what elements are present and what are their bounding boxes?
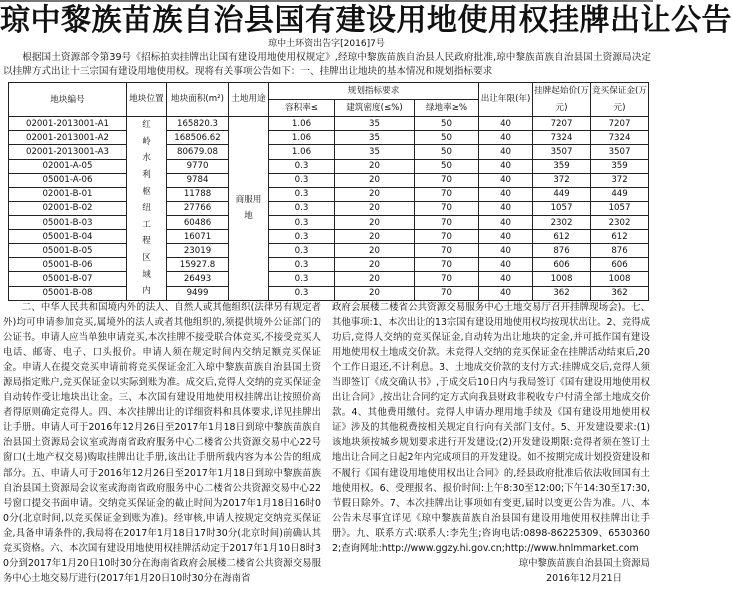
cell-start-price: 1057 xyxy=(533,201,591,215)
cell-deposit: 449 xyxy=(591,187,649,201)
table-row xyxy=(9,230,649,244)
header-density: 建筑密度(≤%) xyxy=(335,100,415,117)
cell-parcel-no: 05001-B-06 xyxy=(9,258,127,272)
header-green: 绿地率≥% xyxy=(415,100,479,117)
cell-green: 50 xyxy=(415,145,479,159)
table-row xyxy=(9,272,649,286)
cell-start-price: 606 xyxy=(533,258,591,272)
cell-term: 40 xyxy=(479,131,533,145)
cell-parcel-no: 02001-B-02 xyxy=(9,201,127,215)
cell-deposit: 372 xyxy=(591,173,649,187)
table-row xyxy=(9,145,649,159)
cell-deposit: 606 xyxy=(591,258,649,272)
signature-org: 琼中黎族苗族自治县国土资源局 xyxy=(518,557,650,569)
cell-parcel-no: 05001-B-03 xyxy=(9,215,127,229)
cell-term: 40 xyxy=(479,187,533,201)
intro-paragraph: 根据国土资源部令第39号《招标拍卖挂牌出让国有建设用地使用权规定》,经琼中黎族苗族自治县人民政府批准,琼中黎族苗族自治县国土资源局决定以挂牌方式出让十三宗国有建设用地使用权。现将有关事项公告如下：一、挂牌出让地块的基本情况和规划指标要求 xyxy=(3,52,651,77)
cell-green: 70 xyxy=(415,187,479,201)
header-use: 土地用途 xyxy=(229,83,269,117)
cell-term: 40 xyxy=(479,117,533,131)
cell-density: 20 xyxy=(335,187,415,201)
cell-deposit: 1008 xyxy=(591,272,649,286)
cell-far: 0.3 xyxy=(269,258,335,272)
cell-start-price: 449 xyxy=(533,187,591,201)
cell-deposit: 362 xyxy=(591,286,649,300)
cell-deposit: 2302 xyxy=(591,215,649,229)
table-row xyxy=(9,201,649,215)
cell-start-price: 2302 xyxy=(533,215,591,229)
cell-density: 20 xyxy=(335,230,415,244)
header-area: 地块面积(m²) xyxy=(167,83,229,117)
cell-deposit: 359 xyxy=(591,159,649,173)
cell-far: 0.3 xyxy=(269,230,335,244)
header-planning: 规划指标要求 xyxy=(269,83,479,100)
body-left-text: 二、中华人民共和国境内外的法人、自然人或其他组织(法律另有规定者外)均可申请参加竞买,属境外的法人或者其他组织的,须提供境外公证部门的公证书。申请人应当单独申请竞买,本次挂牌不接受联合体竞买,不接受竞买人电话、邮寄、电子、口头报价。申请人须在规定时间内交纳足额竞买保证金。申请人在提交竞买申请前将竞买保证金汇入琼中黎族苗族自治县国土资源局指定账户,竞买保证金以实际到账为准。成交后,竞得人交纳的竞买保证金自动转作受让地块出让金。三、本次国有建设用地使用权挂牌出让按照价高者得原则确定竞得人。四、本次挂牌出让的详细资料和具体要求,详见挂牌出让手册。申请人可于2016年12月26日至2017年1月18日到琼中黎族苗族自治县国土资源局会议室或海南省政府服务中心二楼省公共资源交易中心22号窗口(土地产权交易)购取挂牌出让手册,该出让手册所载内容为本公告的组成部分。五、申请人可于2016年12月26日至2017年1月18日到琼中黎族苗族自治县国土资源局会议室或海南省政府服务中心二楼省公共资源交易中心22号窗口提交书面申请。交纳竞买保证金的截止时间为2017年1月18日16时00分(北京时间,以竞买保证金到账为准)。经审核,申请人按规定交纳竞买保证金,具备申请条件的,我局将在2017年1月18日17时30分(北京时间)前确认其竞买资格。六、本次国有建设用地使用权挂牌活动定于2017年1月10日8时30分到2017年1月20日10时30分在海南省政府会展楼二楼省公共资源交易服务中心土地交易厅进行(2017年1月20日10时30分在海南省 xyxy=(3,302,321,584)
cell-area: 15927.8 xyxy=(167,258,229,272)
cell-parcel-no: 02001-2013001-A3 xyxy=(9,145,127,159)
table-row xyxy=(9,187,649,201)
cell-deposit: 7324 xyxy=(591,131,649,145)
cell-area: 23019 xyxy=(167,244,229,258)
cell-far: 1.06 xyxy=(269,117,335,131)
header-location: 地块位置 xyxy=(127,83,167,117)
cell-parcel-no: 05001-B-07 xyxy=(9,272,127,286)
cell-green: 70 xyxy=(415,173,479,187)
cell-term: 40 xyxy=(479,173,533,187)
cell-term: 40 xyxy=(479,145,533,159)
cell-start-price: 876 xyxy=(533,244,591,258)
cell-green: 50 xyxy=(415,159,479,173)
cell-deposit: 876 xyxy=(591,244,649,258)
cell-density: 35 xyxy=(335,117,415,131)
cell-parcel-no: 05001-B-05 xyxy=(9,244,127,258)
cell-density: 35 xyxy=(335,131,415,145)
table-row xyxy=(9,159,649,173)
cell-density: 20 xyxy=(335,215,415,229)
cell-far: 0.3 xyxy=(269,173,335,187)
cell-green: 70 xyxy=(415,286,479,300)
cell-deposit: 3507 xyxy=(591,145,649,159)
cell-term: 40 xyxy=(479,215,533,229)
cell-area: 9784 xyxy=(167,173,229,187)
table-row xyxy=(9,244,649,258)
cell-term: 40 xyxy=(479,286,533,300)
document-number: 琼中土环资出告字[2016]7号 xyxy=(268,39,385,49)
cell-land-use: 商服用地 xyxy=(229,117,269,301)
cell-start-price: 612 xyxy=(533,230,591,244)
cell-density: 20 xyxy=(335,272,415,286)
cell-green: 50 xyxy=(415,117,479,131)
cell-start-price: 372 xyxy=(533,173,591,187)
cell-term: 40 xyxy=(479,272,533,286)
header-term: 出让年限(年) xyxy=(479,83,533,117)
cell-green: 70 xyxy=(415,230,479,244)
header-far: 容积率≤ xyxy=(269,100,335,117)
cell-term: 40 xyxy=(479,159,533,173)
cell-area: 11788 xyxy=(167,187,229,201)
body-left-column xyxy=(3,300,321,586)
cell-term: 40 xyxy=(479,244,533,258)
cell-density: 20 xyxy=(335,173,415,187)
table-row xyxy=(9,117,649,131)
cell-far: 0.3 xyxy=(269,215,335,229)
cell-term: 40 xyxy=(479,201,533,215)
signature-date: 2016年12月21日 xyxy=(546,572,622,584)
cell-area: 168506.62 xyxy=(167,131,229,145)
cell-term: 40 xyxy=(479,230,533,244)
cell-parcel-no: 05001-B-08 xyxy=(9,286,127,300)
notice-title: 琼中黎族苗族自治县国有建设用地使用权挂牌出让公告 xyxy=(0,3,732,38)
cell-start-price: 3507 xyxy=(533,145,591,159)
cell-green: 70 xyxy=(415,258,479,272)
cell-green: 70 xyxy=(415,272,479,286)
cell-green: 70 xyxy=(415,244,479,258)
cell-density: 20 xyxy=(335,258,415,272)
cell-parcel-no: 02001-2013001-A1 xyxy=(9,117,127,131)
cell-start-price: 7324 xyxy=(533,131,591,145)
cell-green: 70 xyxy=(415,201,479,215)
cell-deposit: 7207 xyxy=(591,117,649,131)
cell-start-price: 1008 xyxy=(533,272,591,286)
cell-density: 20 xyxy=(335,201,415,215)
cell-area: 26493 xyxy=(167,272,229,286)
cell-area: 80679.08 xyxy=(167,145,229,159)
cell-area: 9770 xyxy=(167,159,229,173)
table-row xyxy=(9,258,649,272)
body-right-text: 政府会展楼二楼省公共资源交易服务中心土地交易厅召开挂牌现场会)。七、其他事项:1、本次出让的13宗国有建设用地使用权均按现状出让。2、竞得成功后,竞得人交纳的竞买保证金,自动转为出让地块的定金,并可抵作国有建设用地使用权土地成交价款。未竞得人交纳的竞买保证金在挂牌活动结束后,20个工作日退还,不计利息。3、土地成交价款的支付方式:挂牌成交后,竞得人须当即签订《成交确认书》,于成交后10日内与我局签订《国有建设用地使用权出让合同》,按出让合同约定方式向我县财政非税收专户付清全部土地成交价款。4、其他费用缴付。竞得人申请办理用地手续及《国有建设用地使用权证》涉及的其他税费按相关规定自行向有关部门支付。5、开发建设要求:(1)该地块须按城乡规划要求进行开发建设;(2)开发建设期限:竞得者须在签订土地出让合同之日起2年内完成项目的开发建设。如不按期完成计划投资建设和不履行《国有建设用地使用权出让合同》的,经县政府批准后依法收回国有土地使用权。6、受理报名、报价时间:上午8:30至12:00;下午14:30至17:30,节假日除外。7、本次挂牌出让事项如有变更,届时以变更公告为准。八、本公告未尽事宜详见《琼中黎族苗族自治县国有建设用地使用权挂牌出让手册》。九、联系方式:联系人:李先生;咨询电话:0898-86225309、65303602;查询网址:http://www.ggzy.hi.gov.cn;http://www.hnlmmarket.com xyxy=(332,302,650,554)
cell-far: 0.3 xyxy=(269,286,335,300)
cell-density: 20 xyxy=(335,244,415,258)
table-row xyxy=(9,131,649,145)
cell-term: 40 xyxy=(479,258,533,272)
cell-area: 27766 xyxy=(167,201,229,215)
cell-far: 1.06 xyxy=(269,131,335,145)
header-start-price: 挂牌起始价(万元) xyxy=(533,83,591,117)
cell-parcel-no: 02001-2013001-A2 xyxy=(9,131,127,145)
cell-parcel-no: 02001-B-01 xyxy=(9,187,127,201)
cell-location: 红岭水利枢纽工程区域内 xyxy=(127,117,167,301)
cell-start-price: 359 xyxy=(533,159,591,173)
cell-area: 9499 xyxy=(167,286,229,300)
body-right-column xyxy=(332,300,650,586)
cell-parcel-no: 05001-A-06 xyxy=(9,173,127,187)
land-parcel-table xyxy=(8,82,649,301)
cell-far: 1.06 xyxy=(269,145,335,159)
cell-start-price: 7207 xyxy=(533,117,591,131)
cell-far: 0.3 xyxy=(269,159,335,173)
cell-deposit: 612 xyxy=(591,230,649,244)
table-row xyxy=(9,286,649,300)
cell-green: 70 xyxy=(415,215,479,229)
header-deposit: 竞买保证金(万元) xyxy=(591,83,649,117)
cell-area: 165820.3 xyxy=(167,117,229,131)
cell-density: 20 xyxy=(335,159,415,173)
cell-parcel-no: 05001-B-04 xyxy=(9,230,127,244)
cell-area: 16071 xyxy=(167,230,229,244)
cell-far: 0.3 xyxy=(269,187,335,201)
cell-parcel-no: 02001-A-05 xyxy=(9,159,127,173)
table-row xyxy=(9,215,649,229)
cell-far: 0.3 xyxy=(269,272,335,286)
cell-area: 60486 xyxy=(167,215,229,229)
cell-far: 0.3 xyxy=(269,201,335,215)
cell-density: 20 xyxy=(335,286,415,300)
table-row xyxy=(9,173,649,187)
cell-green: 50 xyxy=(415,131,479,145)
header-parcel-no: 地块编号 xyxy=(9,83,127,117)
cell-far: 0.3 xyxy=(269,244,335,258)
cell-start-price: 362 xyxy=(533,286,591,300)
cell-density: 35 xyxy=(335,145,415,159)
cell-deposit: 1057 xyxy=(591,201,649,215)
